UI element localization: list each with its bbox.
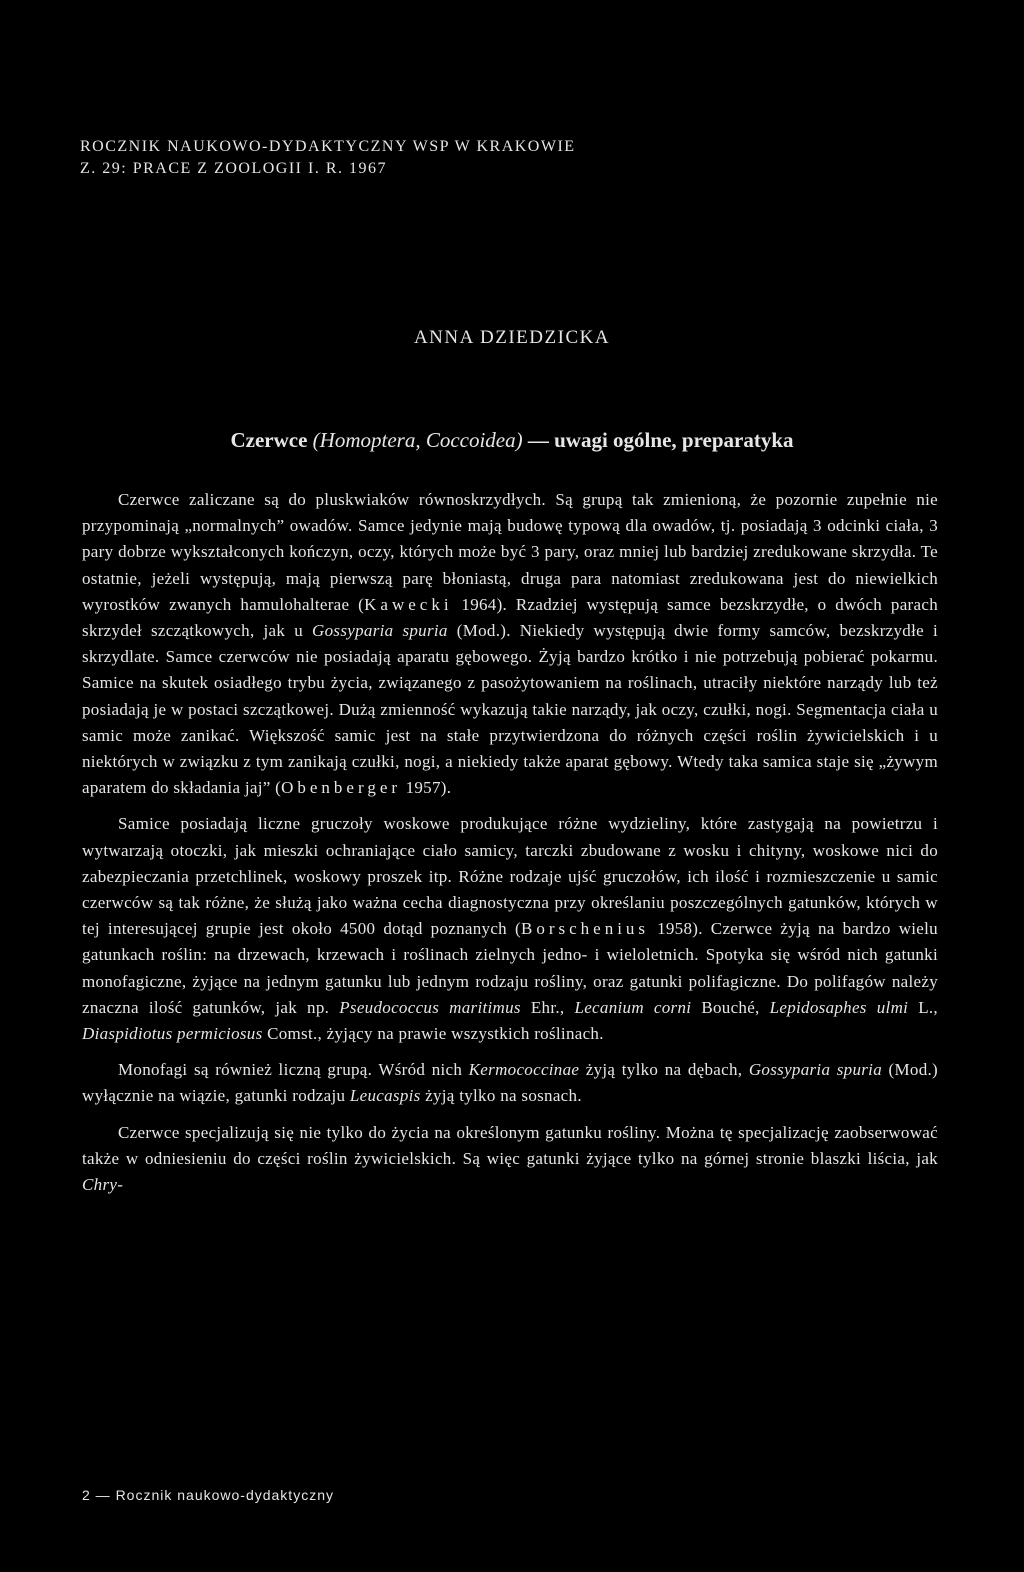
species-name: Gossyparia spuria <box>312 621 448 641</box>
text-run: (Mod.) wyłącznie na wiązie, gatunki rodzaju <box>82 1060 939 1106</box>
species-name: Lecanium corni <box>574 997 692 1017</box>
author-citation: Borschenius <box>520 919 650 939</box>
text-run: 1957). <box>401 778 452 798</box>
species-name: Lepidosaphes ulmi <box>769 997 909 1017</box>
text-run: Comst., żyjący na prawie wszystkich roślinach. <box>262 1024 604 1044</box>
paragraph-3 <box>82 1057 938 1109</box>
title-part3: — uwagi ogólne, preparatyka <box>522 428 794 452</box>
text-run: Czerwce zaliczane są do pluskwiaków równoskrzydłych. Są grupą tak zmienioną, że pozornie zupełnie nie przypominają „normalnych” owadów. Samce jedynie mają budowę typową dla owadów, tj. posiadają 3 odcinki ciała, 3 pary dobrze wykształconych kończyn, oczy, których może być 3 pary, oraz mniej lub bardziej zredukowane skrzydła. Te ostatnie, jeżeli występują, mają pierwszą parę błoniastą, druga para natomiast zredukowana jest do niewielkich wyrostków zwanych hamulohalterae ( <box>82 490 938 614</box>
text-run: żyją tylko na sosnach. <box>420 1086 582 1106</box>
species-name: Chry- <box>82 1175 124 1195</box>
species-name: Pseudococcus maritimus <box>339 997 521 1017</box>
article-body <box>82 487 938 1198</box>
article-title <box>0 428 1024 453</box>
species-name: Leucaspis <box>349 1086 421 1106</box>
text-run: Bouché, <box>691 997 770 1017</box>
paragraph-4 <box>82 1120 938 1199</box>
title-part1: Czerwce <box>230 428 313 452</box>
species-name: Diaspidiotus permiciosus <box>82 1024 263 1044</box>
journal-header <box>80 136 576 180</box>
text-run: L., <box>908 997 938 1017</box>
species-name: Gossyparia spuria <box>748 1060 883 1080</box>
journal-header-line2: Z. 29: PRACE Z ZOOLOGII I. R. 1967 <box>80 160 387 177</box>
author-citation: Kawecki <box>364 594 453 614</box>
author-name: ANNA DZIEDZICKA <box>413 327 611 348</box>
page-footer: 2 — Rocznik naukowo-dydaktyczny <box>82 1487 334 1503</box>
text-run: Ehr., <box>520 997 575 1017</box>
paragraph-1 <box>82 487 938 801</box>
text-run: 1964). Rzadziej występują samce bezskrzydłe, o dwóch parach skrzydeł szczątkowych, jak u <box>82 594 939 641</box>
text-run: Czerwce specjalizują się nie tylko do życia na określonym gatunku rośliny. Można tę specjalizację zaobserwować także w odniesieniu do części roślin żywicielskich. Są więc gatunki żyjące tylko na górnej stronie blaszki liścia, jak <box>82 1122 938 1168</box>
paragraph-2 <box>82 811 938 1047</box>
text-run: Samice posiadają liczne gruczoły woskowe produkujące różne wydzieliny, które zastygają na powietrzu i wytwarzają otoczki, jak mieszki ochraniające ciało samicy, tarczki zbudowane z wosku i chityny, woskowe nici do zabezpieczania przetchlinek, woskowy proszek itp. Różne rodzaje ujść gruczołów, ich ilość i rozmieszczenie u samic czerwców są tak różne, że służą jako ważna cecha diagnostyczna przy określaniu poszczególnych gatunków, których w tej interesującej grupie jest około 4500 dotąd poznanych ( <box>82 814 938 939</box>
author-citation: Obenberger <box>281 778 402 798</box>
text-run: (Mod.). Niekiedy występują dwie formy samców, bezskrzydłe i skrzydlate. Samce czerwców nie posiadają aparatu gębowego. Żyją bardzo krótko i nie potrzebują pobierać pokarmu. Samice na skutek osiadłego trybu życia, związanego z pasożytowaniem na roślinach, utraciły niektóre narządy lub też posiadają je w postaci szczątkowej. Dużą zmienność wykazują takie narządy, jak oczy, czułki, nogi. Segmentacja ciała u samic może zanikać. Większość samic jest na stałe przytwierdzona do różnych części roślin żywicielskich i u niektórych w związku z tym zanikają czułki, nogi, a niekiedy także aparat gębowy. Wtedy taka samica staje się „żywym aparatem do składania jaj” ( <box>82 621 939 798</box>
text-run: Monofagi są również liczną grupą. Wśród nich <box>118 1060 469 1080</box>
text-run: 1958). Czerwce żyją na bardzo wielu gatunkach roślin: na drzewach, krzewach i roślinach zielnych jedno- i wieloletnich. Spotyka się wśród nich gatunki monofagiczne, żyjące na jednym gatunku lub jednym rodzaju rośliny, oraz gatunki polifagiczne. Do polifagów należy znaczna ilość gatunków, jak np. <box>82 919 938 1017</box>
text-run: żyją tylko na dębach, <box>579 1060 749 1080</box>
journal-header-line1: ROCZNIK NAUKOWO-DYDAKTYCZNY WSP W KRAKOWIE <box>80 138 576 155</box>
species-name: Kermococcinae <box>468 1060 580 1080</box>
title-part2: (Homoptera, Coccoidea) <box>312 428 523 452</box>
